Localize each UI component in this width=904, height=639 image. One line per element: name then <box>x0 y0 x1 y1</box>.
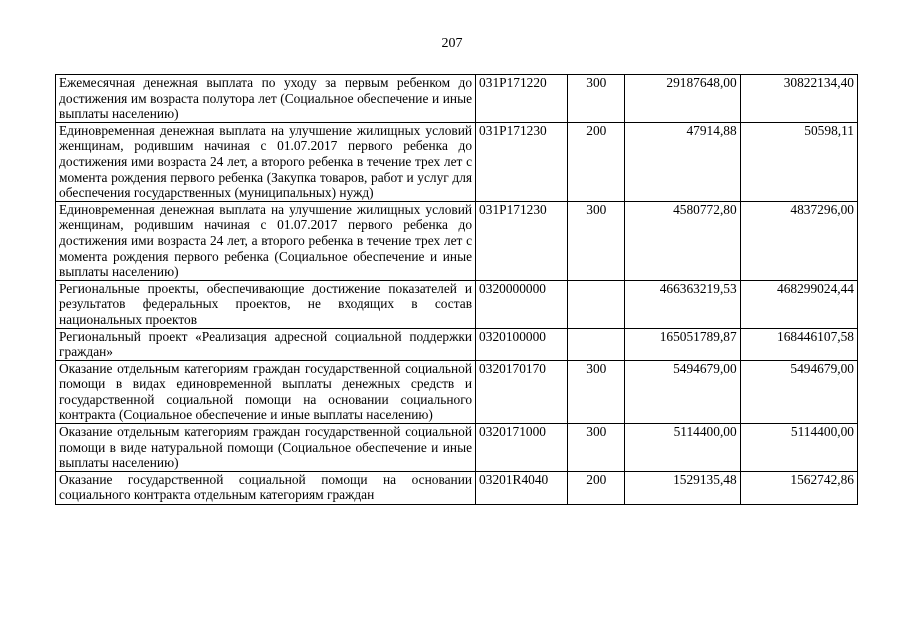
row-expense-type: 200 <box>568 471 625 504</box>
row-amount-1: 5494679,00 <box>625 360 740 423</box>
row-amount-2: 30822134,40 <box>740 75 857 123</box>
row-code: 0320171000 <box>476 424 568 472</box>
page-number: 207 <box>441 36 463 51</box>
row-name: Оказание государственной социальной помощи на основании социального контракта отдельным категориям граждан <box>56 471 476 504</box>
row-amount-2: 168446107,58 <box>740 328 857 360</box>
table-row <box>56 328 858 360</box>
row-expense-type: 300 <box>568 360 625 423</box>
row-name: Оказание отдельным категориям граждан государственной социальной помощи в видах единовременной выплаты денежных средств и государственной социальной помощи на основании социального контракта (Социальное обеспечение и иные выплаты населению) <box>56 360 476 423</box>
row-amount-1: 165051789,87 <box>625 328 740 360</box>
row-name: Региональные проекты, обеспечивающие достижение показателей и результатов федеральных проектов, не входящих в состав национальных проектов <box>56 280 476 328</box>
row-code: 03201R4040 <box>476 471 568 504</box>
row-amount-2: 5494679,00 <box>740 360 857 423</box>
row-code: 031P171220 <box>476 75 568 123</box>
row-code: 0320000000 <box>476 280 568 328</box>
row-code: 0320100000 <box>476 328 568 360</box>
row-expense-type <box>568 328 625 360</box>
table-row <box>56 471 858 504</box>
row-amount-1: 4580772,80 <box>625 201 740 280</box>
table-row <box>56 75 858 123</box>
row-amount-1: 1529135,48 <box>625 471 740 504</box>
row-amount-2: 4837296,00 <box>740 201 857 280</box>
row-amount-2: 5114400,00 <box>740 424 857 472</box>
row-name: Единовременная денежная выплата на улучшение жилищных условий женщинам, родившим начиная с 01.07.2017 первого ребенка до достижения ими возраста 24 лет, а второго ребенка в течение трех лет с момента рождения первого ребенка (Закупка товаров, работ и услуг для обеспечения государственных (муниципальных) нужд) <box>56 122 476 201</box>
row-amount-2: 50598,11 <box>740 122 857 201</box>
row-amount-2: 468299024,44 <box>740 280 857 328</box>
row-expense-type <box>568 280 625 328</box>
row-amount-2: 1562742,86 <box>740 471 857 504</box>
row-name: Оказание отдельным категориям граждан государственной социальной помощи в виде натуральной помощи (Социальное обеспечение и иные выплаты населению) <box>56 424 476 472</box>
row-amount-1: 47914,88 <box>625 122 740 201</box>
table-row <box>56 280 858 328</box>
table-row <box>56 424 858 472</box>
row-expense-type: 200 <box>568 122 625 201</box>
row-expense-type: 300 <box>568 424 625 472</box>
row-amount-1: 466363219,53 <box>625 280 740 328</box>
row-code: 0320170170 <box>476 360 568 423</box>
table-row <box>56 360 858 423</box>
row-expense-type: 300 <box>568 75 625 123</box>
row-amount-1: 5114400,00 <box>625 424 740 472</box>
row-expense-type: 300 <box>568 201 625 280</box>
row-code: 031P171230 <box>476 122 568 201</box>
table-row <box>56 122 858 201</box>
row-name: Региональный проект «Реализация адресной социальной поддержки граждан» <box>56 328 476 360</box>
table-row <box>56 201 858 280</box>
row-amount-1: 29187648,00 <box>625 75 740 123</box>
row-name: Ежемесячная денежная выплата по уходу за первым ребенком до достижения им возраста полутора лет (Социальное обеспечение и иные выплаты населению) <box>56 75 476 123</box>
row-code: 031P171230 <box>476 201 568 280</box>
budget-table <box>55 74 858 505</box>
row-name: Единовременная денежная выплата на улучшение жилищных условий женщинам, родившим начиная с 01.07.2017 первого ребенка до достижения ими возраста 24 лет, а второго ребенка в течение трех лет с момента рождения первого ребенка (Социальное обеспечение и иные выплаты населению) <box>56 201 476 280</box>
